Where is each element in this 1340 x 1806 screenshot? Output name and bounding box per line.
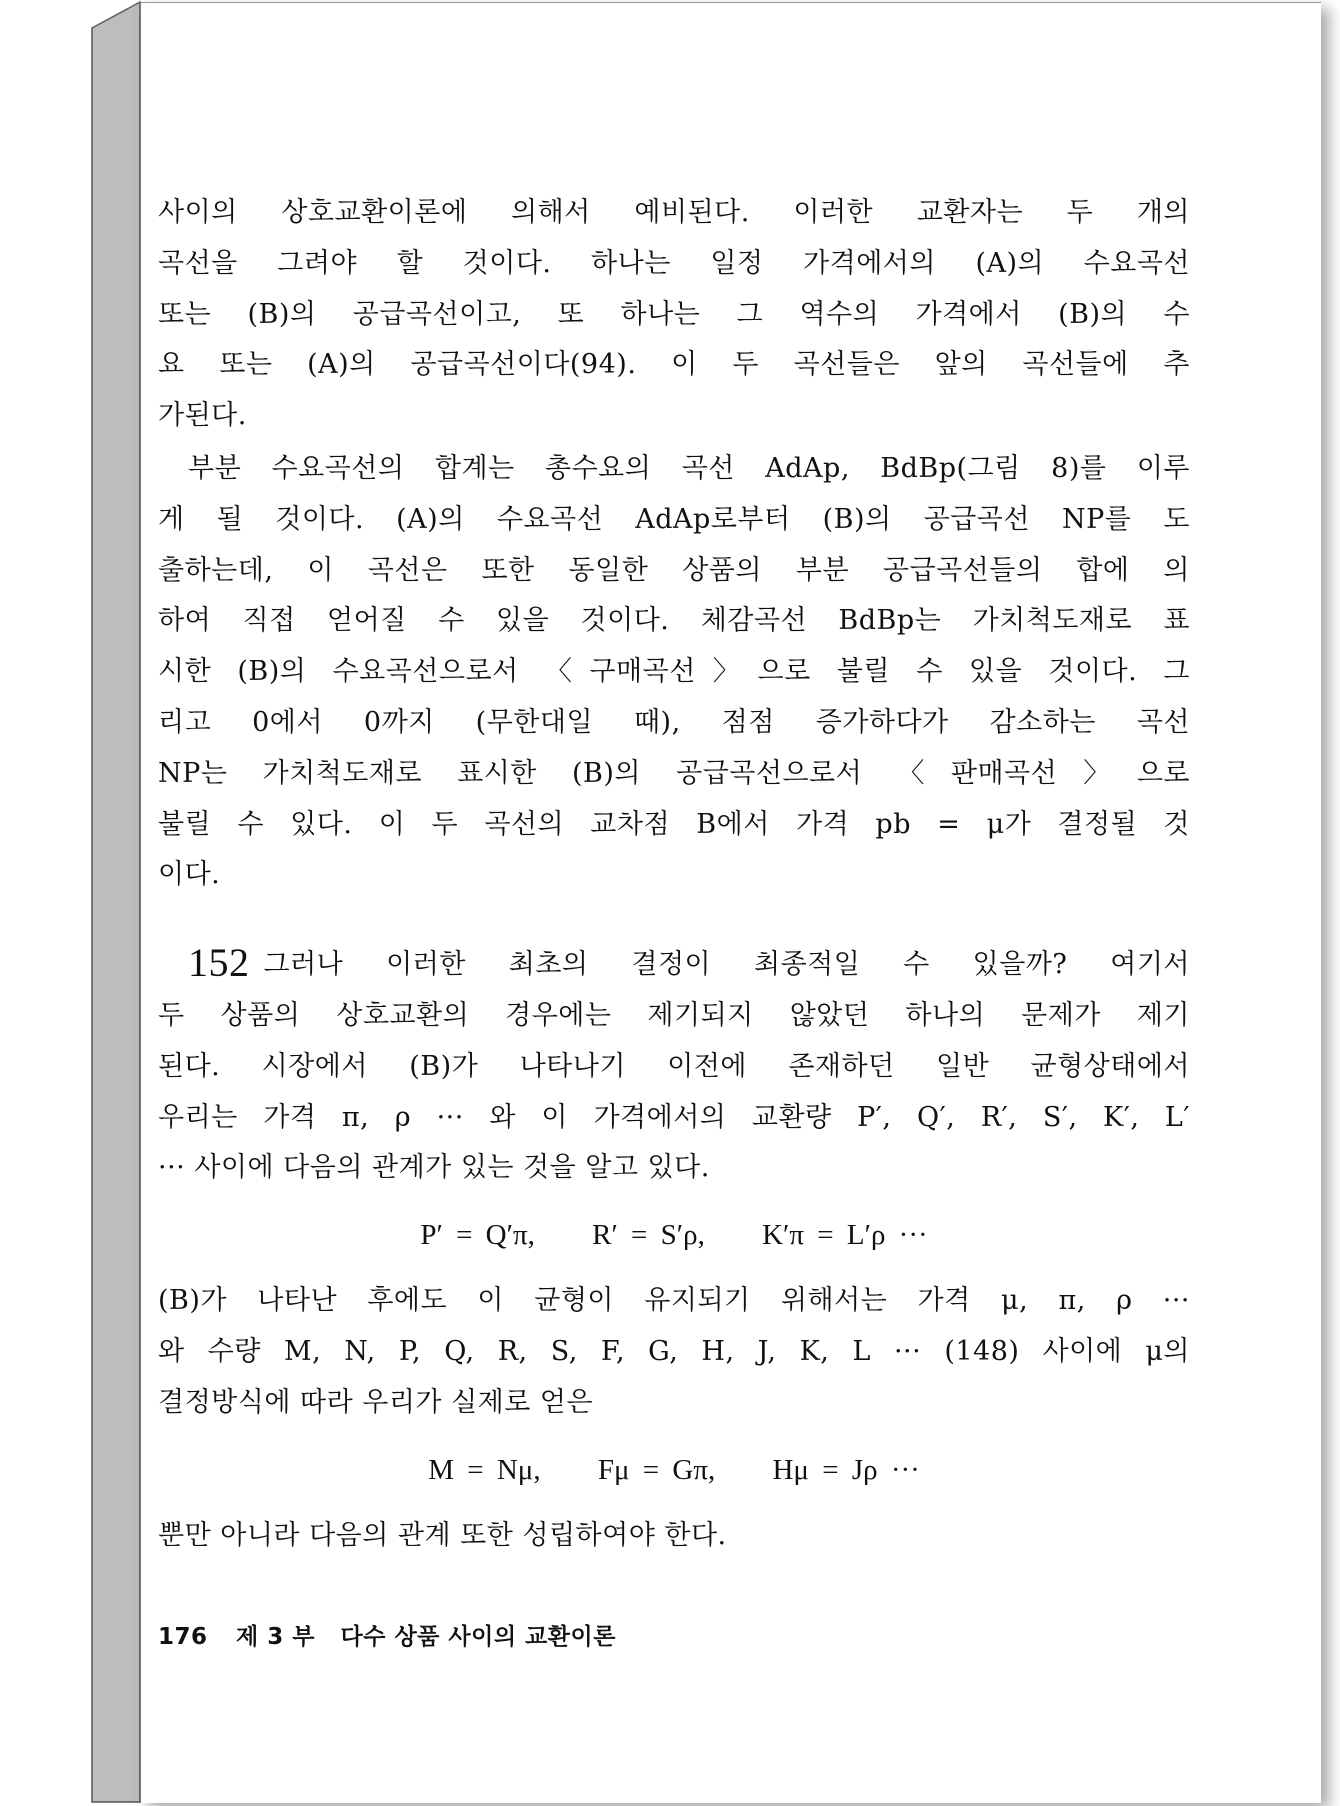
text-line: ··· 사이에 다음의 관계가 있는 것을 알고 있다. [158, 1152, 710, 1184]
formula-term: K′π = L′ρ ··· [762, 1219, 928, 1252]
text-line: 된다. 시장에서 (B)가 나타나기 이전에 존재하던 일반 균형상태에서 [158, 1050, 1190, 1082]
text-line: 곡선을 그려야 할 것이다. 하나는 일정 가격에서의 (A)의 수요곡선 [158, 247, 1190, 279]
text-line: 결정방식에 따라 우리가 실제로 얻은 [158, 1386, 594, 1418]
text-line: 게 될 것이다. (A)의 수요곡선 AdAp로부터 (B)의 공급곡선 NP를 도 [158, 503, 1190, 535]
formula-1 [158, 1210, 1190, 1260]
running-title: 제 3 부 다수 상품 사이의 교환이론 [236, 1624, 616, 1650]
text-line: 이다. [158, 859, 221, 891]
formula-term: Fμ = Gπ, [597, 1453, 716, 1486]
page-number: 176 [158, 1624, 208, 1650]
text-line: 요 또는 (A)의 공급곡선이다(94). 이 두 곡선들은 앞의 곡선들에 추 [158, 349, 1190, 381]
text-line: 뿐만 아니라 다음의 관계 또한 성립하여야 한다. [158, 1519, 727, 1551]
paragraph-3 [158, 935, 1190, 1194]
paragraph-4 [158, 1276, 1190, 1428]
text-line: 또는 (B)의 공급곡선이고, 또 하나는 그 역수의 가격에서 (B)의 수 [158, 298, 1190, 330]
paragraph-5 [158, 1511, 1190, 1562]
paragraph-2 [158, 444, 1190, 901]
text-line: 하여 직접 얻어질 수 있을 것이다. 체감곡선 BdBp는 가치척도재로 표 [158, 605, 1190, 637]
text-line [158, 935, 1190, 991]
formula-2 [158, 1445, 1190, 1495]
formula-term: Hμ = Jρ ··· [772, 1453, 920, 1486]
text-line: 불릴 수 있다. 이 두 곡선의 교차점 B에서 가격 pb = μ가 결정될 것 [158, 808, 1190, 840]
text-line: 와 수량 M, N, P, Q, R, S, F, G, H, J, K, L ··· (148) 사이에 μ의 [158, 1335, 1190, 1367]
formula-term: R′ = S′ρ, [592, 1219, 705, 1252]
formula-term: P′ = Q′π, [420, 1219, 535, 1252]
text-line: 두 상품의 상호교환의 경우에는 제기되지 않았던 하나의 문제가 제기 [158, 999, 1190, 1031]
book-spine [0, 0, 160, 1806]
text-line: 가된다. [158, 400, 247, 432]
paragraph-1 [158, 188, 1190, 442]
page-content [158, 188, 1190, 1561]
text-line: NP는 가치척도재로 표시한 (B)의 공급곡선으로서 〈판매곡선〉으로 [158, 757, 1190, 789]
text-line: 시한 (B)의 수요곡선으로서 〈구매곡선〉으로 불릴 수 있을 것이다. 그 [158, 656, 1190, 688]
page-footer [158, 1618, 616, 1651]
text-line: 부분 수요곡선의 합계는 총수요의 곡선 AdAp, BdBp(그림 8)를 이루 [188, 452, 1190, 484]
formula-term: M = Nμ, [428, 1453, 541, 1486]
text-line: (B)가 나타난 후에도 이 균형이 유지되기 위해서는 가격 μ, π, ρ ··· [158, 1285, 1190, 1317]
text-line: 출하는데, 이 곡선은 또한 동일한 상품의 부분 공급곡선들의 합에 의 [158, 554, 1190, 586]
text-line: 사이의 상호교환이론에 의해서 예비된다. 이러한 교환자는 두 개의 [158, 197, 1190, 228]
text-line: 리고 0에서 0까지 (무한대일 때), 점점 증가하다가 감소하는 곡선 [158, 706, 1190, 738]
section-number: 152 [188, 940, 250, 986]
text-line: 우리는 가격 π, ρ ··· 와 이 가격에서의 교환량 P′, Q′, R′, S′, K′, L′ [158, 1101, 1190, 1133]
section-first-line: 그러나 이러한 최초의 결정이 최종적일 수 있을까? 여기서 [263, 949, 1190, 981]
